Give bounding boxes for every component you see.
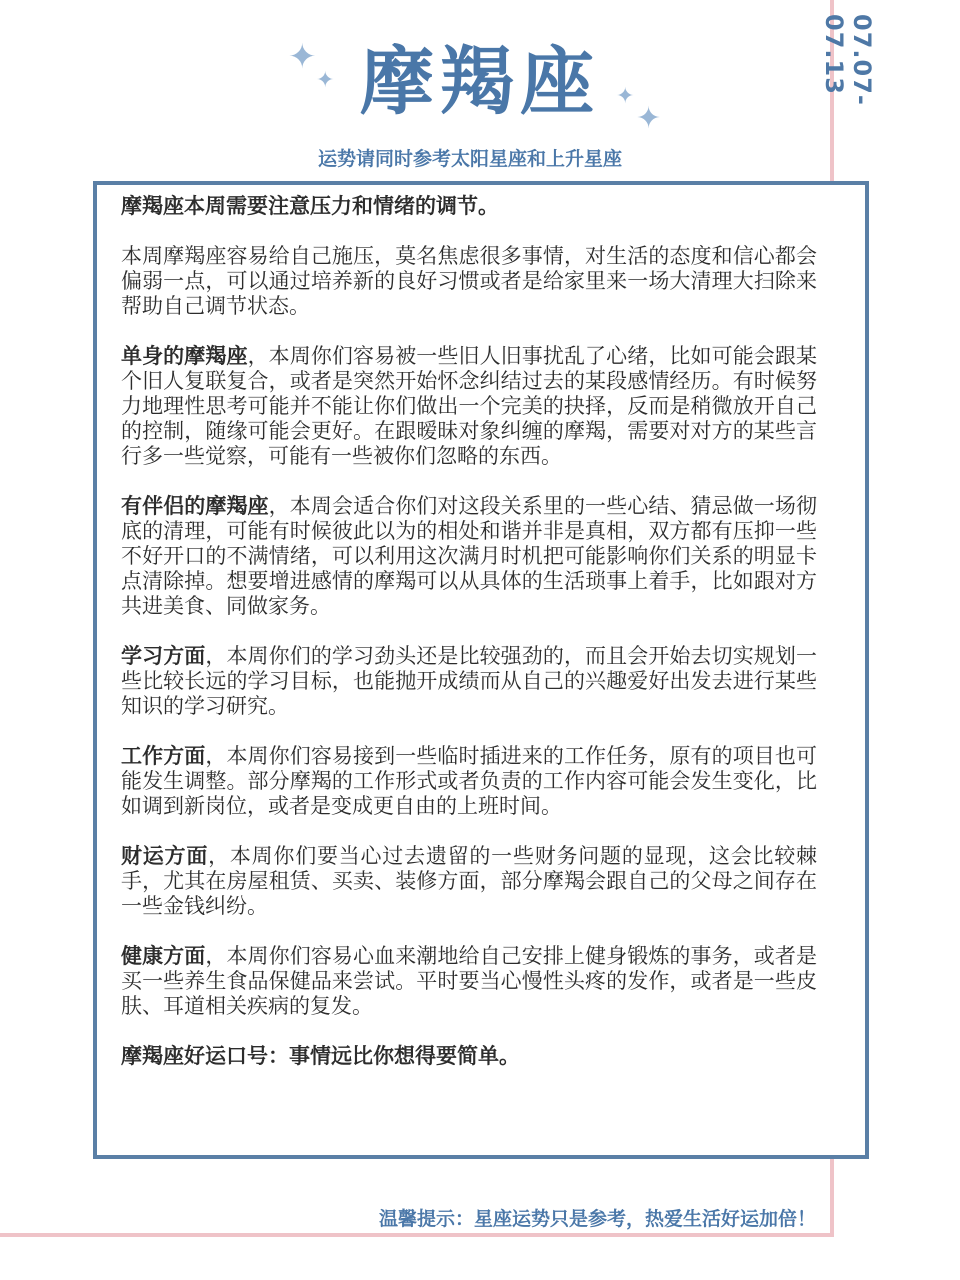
section-finance: 财运方面，本周你们要当心过去遗留的一些财务问题的显现，这会比较棘手，尤其在房屋租赁、买卖、装修方面，部分摩羯会跟自己的父母之间存在一些金钱纠纷。	[121, 844, 818, 918]
section-single: 单身的摩羯座，本周你们容易被一些旧人旧事扰乱了心绪，比如可能会跟某个旧人复联复合，或者是突然开始怀念纠结过去的某段感情经历。有时候努力地理性思考可能并不能让你们做出一个完美的抉择，反而是稍微放开自己的控制，随缘可能会更好。在跟暧昧对象纠缠的摩羯，需要对对方的某些言行多一些觉察，可能有一些被你们忽略的东西。	[121, 344, 817, 468]
sparkle-icon: ✦	[288, 37, 317, 77]
section-intro: 本周摩羯座容易给自己施压，莫名焦虑很多事情，对生活的态度和信心都会偏弱一点，可以通过培养新的良好习惯或者是给家里来一场大清理大扫除来帮助自己调节状态。	[121, 244, 817, 318]
page-subtitle: 运势请同时参考太阳星座和上升星座	[317, 148, 622, 170]
sparkle-icon: ✦	[616, 84, 635, 109]
section-study: 学习方面，本周你们的学习劲头还是比较强劲的，而且会开始去切实规划一些比较长远的学习目标，也能抛开成绩而从自己的兴趣爱好出发去进行某些知识的学习研究。	[121, 644, 817, 718]
footer-tip: 温馨提示：星座运势只是参考，热爱生活好运加倍！	[378, 1208, 816, 1230]
horoscope-content	[121, 194, 817, 1094]
sparkle-icon: ✦	[636, 101, 662, 136]
pink-horizontal-line	[0, 1233, 834, 1237]
page-title: 摩羯座	[360, 39, 600, 125]
section-health: 健康方面，本周你们容易心血来潮地给自己安排上健身锻炼的事务，或者是买一些养生食品保健品来尝试。平时要当心慢性头疼的发作，或者是一些皮肤、耳道相关疾病的复发。	[121, 944, 817, 1018]
date-range: 07.07-07.13	[820, 14, 876, 106]
section-couple: 有伴侣的摩羯座，本周会适合你们对这段关系里的一些心结、猜忌做一场彻底的清理，可能有时候彼此以为的相处和谐并非是真相，双方都有压抑一些不好开口的不满情绪，可以利用这次满月时机把可能影响你们关系的明显卡点清除掉。想要增进感情的摩羯可以从具体的生活琐事上着手，比如跟对方共进美食、同做家务。	[121, 494, 817, 618]
sparkle-icon: ✦	[316, 68, 335, 93]
section-work: 工作方面，本周你们容易接到一些临时插进来的工作任务，原有的项目也可能发生调整。部分摩羯的工作形式或者负责的工作内容可能会发生变化，比如调到新岗位，或者是变成更自由的上班时间。	[121, 744, 817, 818]
section-slogan: 摩羯座好运口号：事情远比你想得要简单。	[121, 1044, 520, 1068]
section-summary: 摩羯座本周需要注意压力和情绪的调节。	[121, 194, 499, 218]
